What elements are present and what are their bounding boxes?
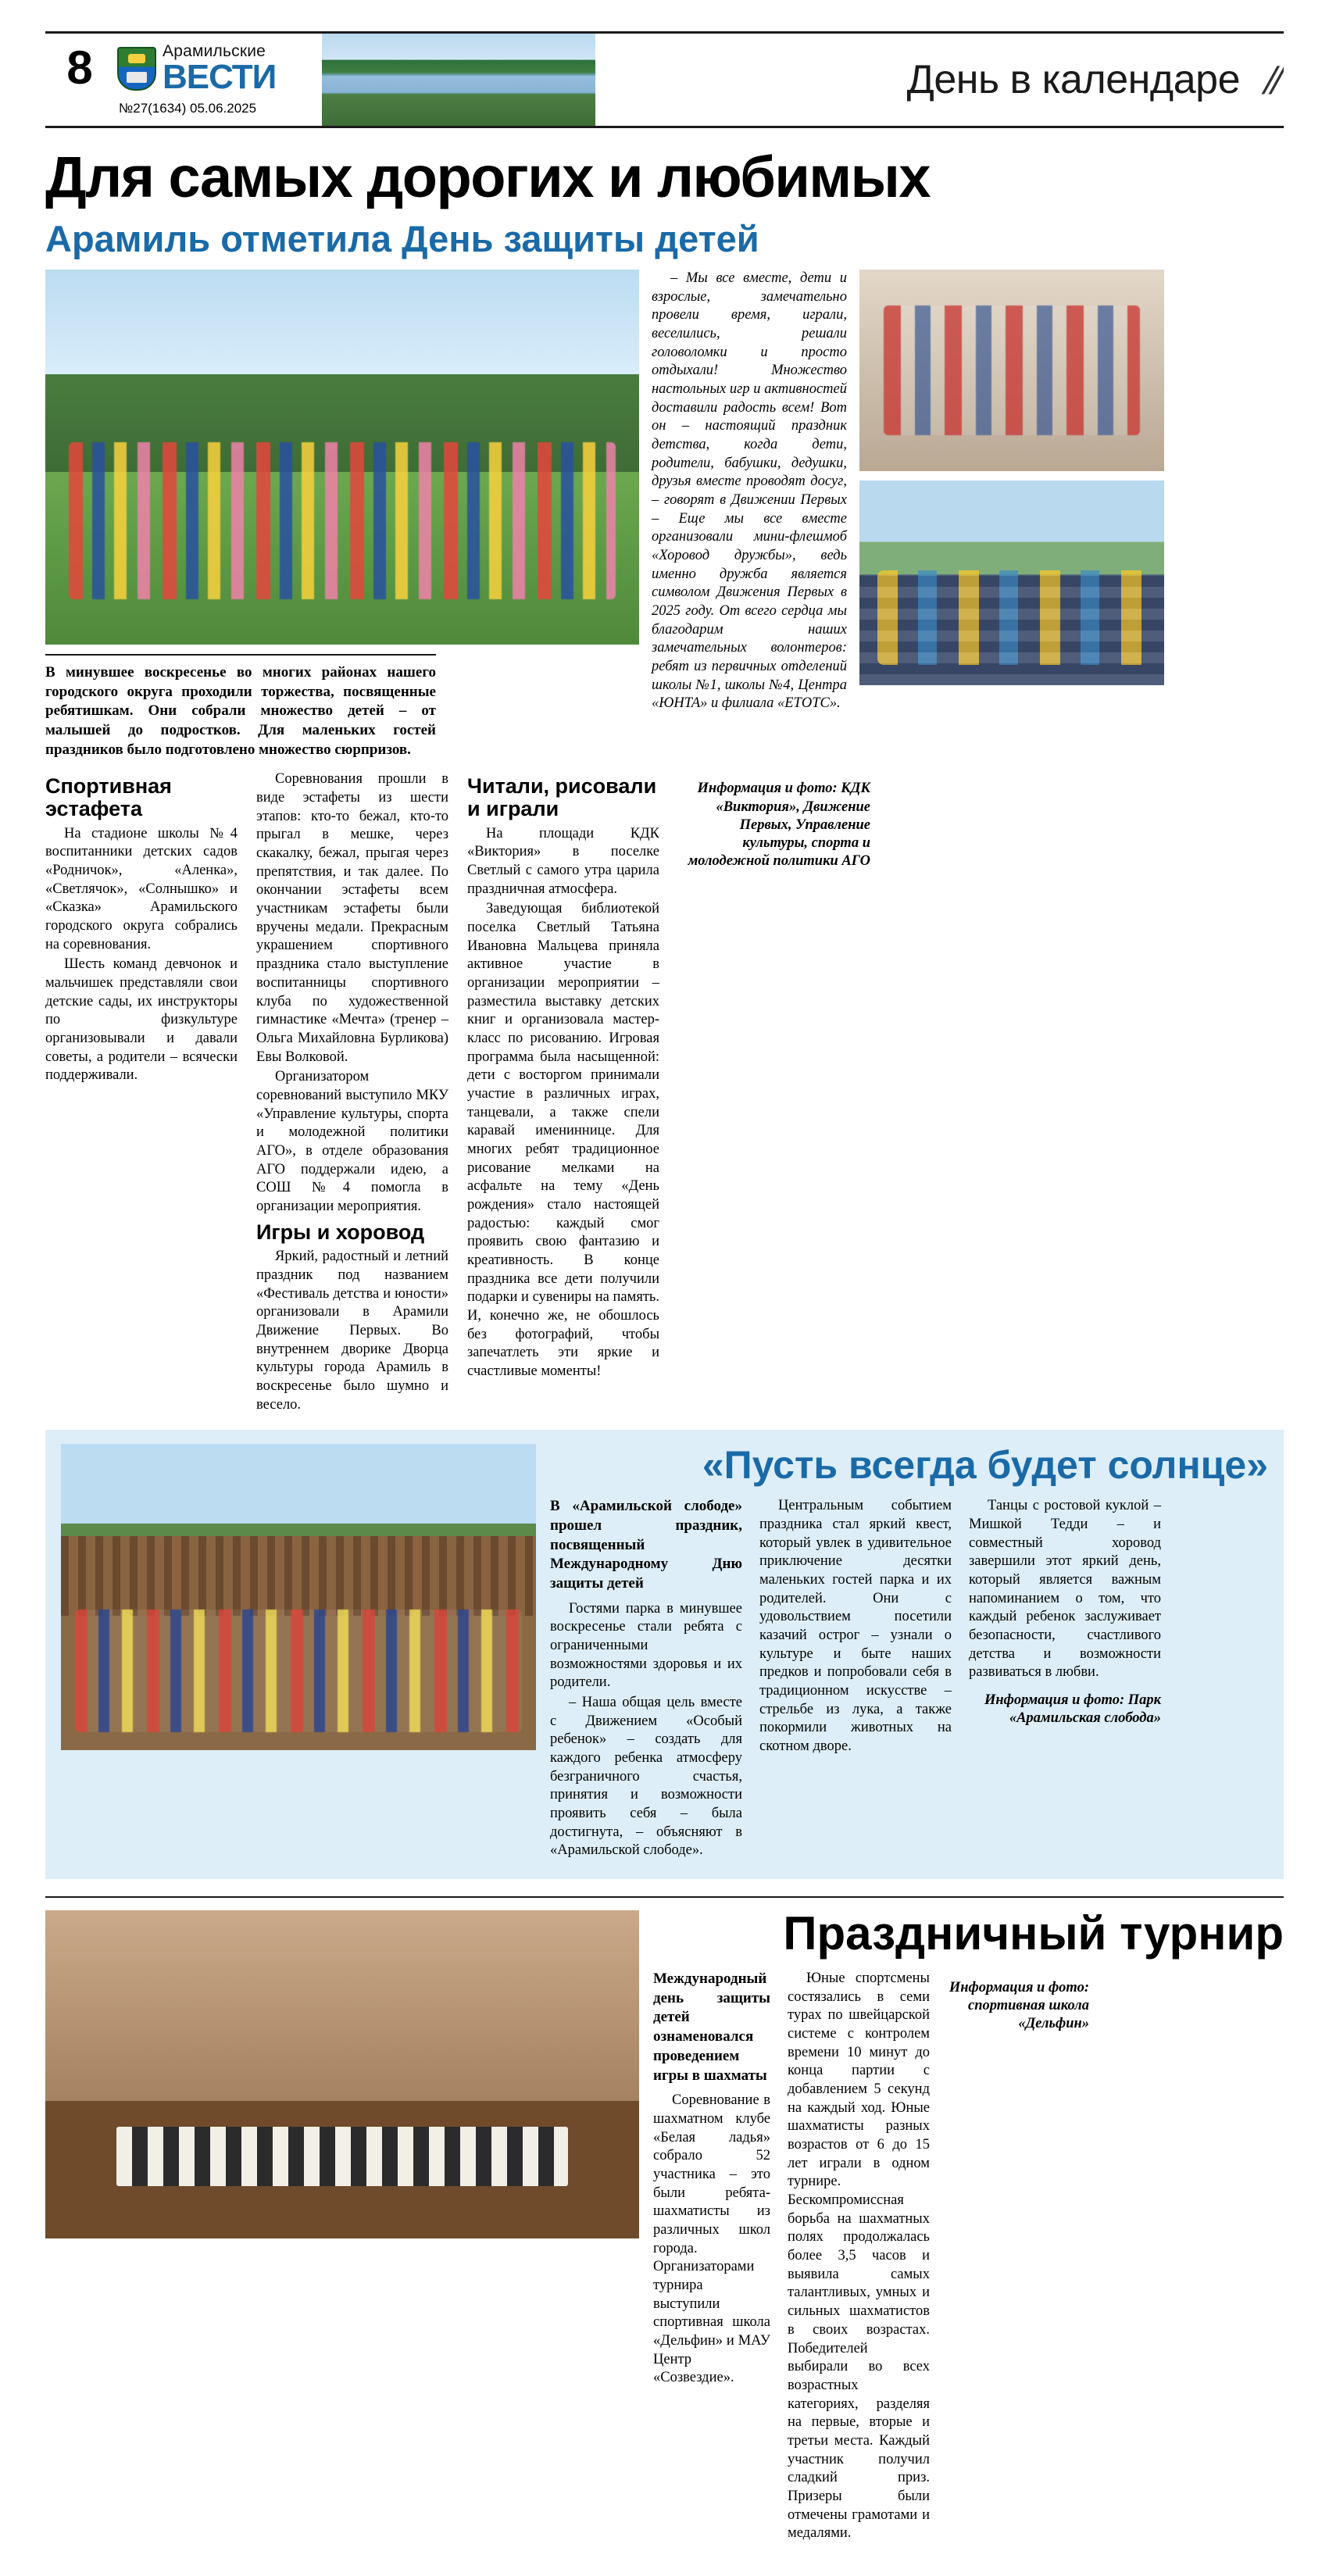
article1-mid-column — [652, 270, 847, 759]
article2-title: «Пусть всегда будет солнце» — [702, 1443, 1268, 1488]
article3-col3 — [947, 1970, 1089, 2545]
article1-left — [45, 270, 639, 759]
decorative-slashes-icon: // — [1259, 56, 1284, 103]
article1-section3-head: Читали, рисовали и играли — [467, 774, 657, 821]
article1-lead — [45, 654, 436, 759]
article1-col3 — [467, 770, 659, 1416]
article3-col1 — [653, 1970, 770, 2545]
article1-top — [45, 270, 1284, 759]
article3-p1: Соревнование в шахматном клубе «Белая ладья» собрало 52 участника – это были ребята-шахматисты из различных школ города. Организаторами турнира выступили спортивная школа «Дельфин» и МАУ Центр «Созвездие». — [653, 2092, 770, 2386]
article2-col3 — [969, 1497, 1161, 1862]
article2-p3: Центральным событием праздника стал яркий квест, который увлек в удивительное приключение десятки маленьких гостей парка и их родителей. Они с удовольствием посетили казачий острог – узнали о культуре и быте наших предков и попробовали себя в традиционном искусстве – стрельбе из лука, а также покормили животных на скотном дворе. — [759, 1498, 952, 1754]
article2-body — [550, 1444, 1268, 1862]
article3-p2: Юные спортсмены состязались в семи турах по швейцарской системе с контролем времени 10 минут до конца партии с добавлением 5 секунд на каждый ход. Юные шахматисты разных возрастов от 6 до 15 лет играли в одном турнире. Бескомпромиссная борьба на шахматных полях продолжалась более 3,5 часов и выявила самых талантливых, умных и сильных шахматистов в своих возрастах. Победителей выбирали во всех возрастных категориях, разделяя на первые, вторые и третьи места. Каждый участник получил сладкий приз. Призеры были отмечены грамотами и медалями. — [788, 1970, 930, 2542]
article1-s1p4: Организатором соревнований выступило МКУ «Управление культуры, спорта и молодежной политики АГО», в отделе образования АГО поддержали идею, а СОШ №4 помогла в организации мероприятия. — [256, 1069, 448, 1214]
article1-lead-text: В минувшее воскресенье во многих районах нашего городского округа проходили торжества, посвященные ребятишкам. Они собрали множество детей – от малышей до подростков. Для маленьких гостей праздников было подготовлено множество сюрпризов. — [45, 664, 436, 758]
article1-section2-head: Игры и хоровод — [256, 1220, 425, 1244]
article1-s1p1: На стадионе школы №4 воспитанники детских садов «Родничок», «Аленка», «Светлячок», «Солнышко» и «Сказка» Арамильского городского округа собрались на соревнования. — [45, 825, 238, 952]
article2-lead: В «Арамильской слободе» прошел праздник, посвященный Международному Дню защиты детей — [550, 1498, 742, 1592]
section-title: День в календаре — [906, 57, 1240, 102]
article1-s1p3: Соревнования прошли в виде эстафеты из шести этапов: кто-то бежал, кто-то прыгал в мешке, через скакалку, бежал, прыгая через препятствия, и так далее. По окончании эстафеты всем участникам эстафеты были вручены медали. Прекрасным украшением спортивного праздника стало выступление воспитанницы спортивного клуба по художественной гимнастике «Мечта» (тренер – Ольга Михайловна Бурликова) Евы Волковой. — [256, 771, 448, 1065]
article1-s1p2: Шесть команд девчонок и мальчишек представляли свои детские сады, их инструкторы по физкультуре организовывали и давали советы, а родители – всячески поддерживали. — [45, 956, 238, 1084]
page-number: 8 — [66, 41, 93, 94]
children-group-photo — [45, 270, 639, 645]
masthead — [45, 31, 1284, 128]
article1-col1 — [45, 770, 238, 1416]
article2-p2: – Наша общая цель вместе с Движением «Особый ребенок» – создать для каждого ребенка атмосферу безграничного счастья, принятия и возможности проявить себя – была достигнута, – объясняют в «Арамильской слободе». — [550, 1695, 742, 1859]
craft-workshop-photo — [859, 270, 1164, 471]
article1-col2 — [256, 770, 448, 1416]
article3-credit: Информация и фото: спортивная школа «Дельфин» — [949, 1980, 1089, 2032]
article2-p4: Танцы с ростовой куклой – Мишкой Тедди – и совместный хоровод завершили этот яркий день, который является важным напоминанием о том, что каждый ребенок заслуживает безопасности, счастливого детства и возможности развиваться в любви. — [969, 1498, 1161, 1681]
article1-credit: Информация и фото: КДК «Виктория», Движение Первых, Управление культуры, спорта и молодежной политики АГО — [688, 781, 870, 869]
page-title: Для самых дорогих и любимых — [45, 145, 931, 209]
article2-p1: Гостями парка в минувшее воскресенье стали ребята с ограниченными возможностями здоровья и их родители. — [550, 1600, 742, 1691]
article1-columns — [45, 770, 1284, 1416]
stadium-relay-photo — [859, 481, 1164, 685]
article1-s3p2: Заведующая библиотекой поселка Светлый Татьяна Ивановна Мальцева приняла активное участие в организации мероприятии – разместила выставку детских книг и организовала мастер-класс по рисованию. Игровая программа была насыщенной: дети с восторгом принимали участие в различных играх, танцевали, а также спели каравай имениннице. Для многих ребят традиционное рисование мелками на асфальте на тему «День рождения» стало настоящей радостью: каждый смог проявить свою фантазию и креативность. В конце праздника все дети получили подарки и сувениры на память. И, конечно же, не обошлось без фотографий, чтобы запечатлеть эти яркие и счастливые моменты! — [467, 901, 659, 1380]
article3-body — [653, 1907, 1284, 2545]
city-coat-of-arms-icon — [117, 47, 156, 91]
newspaper-logo — [114, 34, 322, 126]
logo-main-text: ВЕСТИ — [163, 58, 277, 96]
chess-tournament-photo — [45, 1910, 639, 2238]
article2 — [45, 1430, 1284, 1879]
article2-col2 — [759, 1497, 952, 1862]
issue-info: №27(1634) 05.06.2025 — [119, 101, 257, 116]
article3-lead: Международный день защиты детей ознаменовался проведением игры в шахматы — [653, 1970, 770, 2084]
article2-columns — [550, 1497, 1268, 1862]
article3-col2 — [788, 1970, 930, 2545]
article1-s3p1: На площади КДК «Виктория» в поселке Светлый с самого утра царила праздничная атмосфера. — [467, 825, 659, 897]
logo-small-text: Арамильские — [163, 42, 266, 60]
article3-columns — [653, 1970, 1284, 2545]
article2-credit: Информация и фото: Парк «Арамильская слобода» — [984, 1692, 1161, 1727]
article1-s2p1: Яркий, радостный и летний праздник под названием «Фестиваль детства и юности» организовали в Арамили Движение Первых. Во внутреннем дворике Дворца культуры города Арамиль в воскресенье было шумно и весело. — [256, 1249, 448, 1413]
article1-col4 — [678, 770, 870, 1416]
article2-col1 — [550, 1497, 742, 1862]
article3-title: Праздничный турнир — [783, 1907, 1284, 1960]
page-subtitle: Арамиль отметила День защиты детей — [45, 218, 759, 259]
article1-s2p1b: – Мы все вместе, дети и взрослые, замечательно провели время, играли, веселились, решали головоломки и просто отдыхали! Множество настольных игр и активностей доставили радость всем! Вот он – настоящий праздник детства, когда дети, родители, бабушки, дедушки, друзья вместе проводят досуг, – говорят в Движении Первых – Еще мы все вместе организовали мини-флешмоб «Хоровод дружбы», ведь именно дружба является символом Движения Первых в 2025 году. От всего сердца мы благодарим наших замечательных волонтеров: ребят из первичных отделений школы №1, школы №4, Центра «ЮНТА» и филиала «ЕТОТС». — [652, 270, 847, 712]
header-banner-photo — [322, 34, 595, 126]
article3 — [45, 1896, 1284, 2545]
article1-section1-head: Спортивная эстафета — [45, 774, 172, 821]
arami-sloboda-group-photo — [61, 1444, 536, 1750]
article1-right-photos — [859, 270, 1284, 759]
newspaper-page — [0, 31, 1329, 2545]
